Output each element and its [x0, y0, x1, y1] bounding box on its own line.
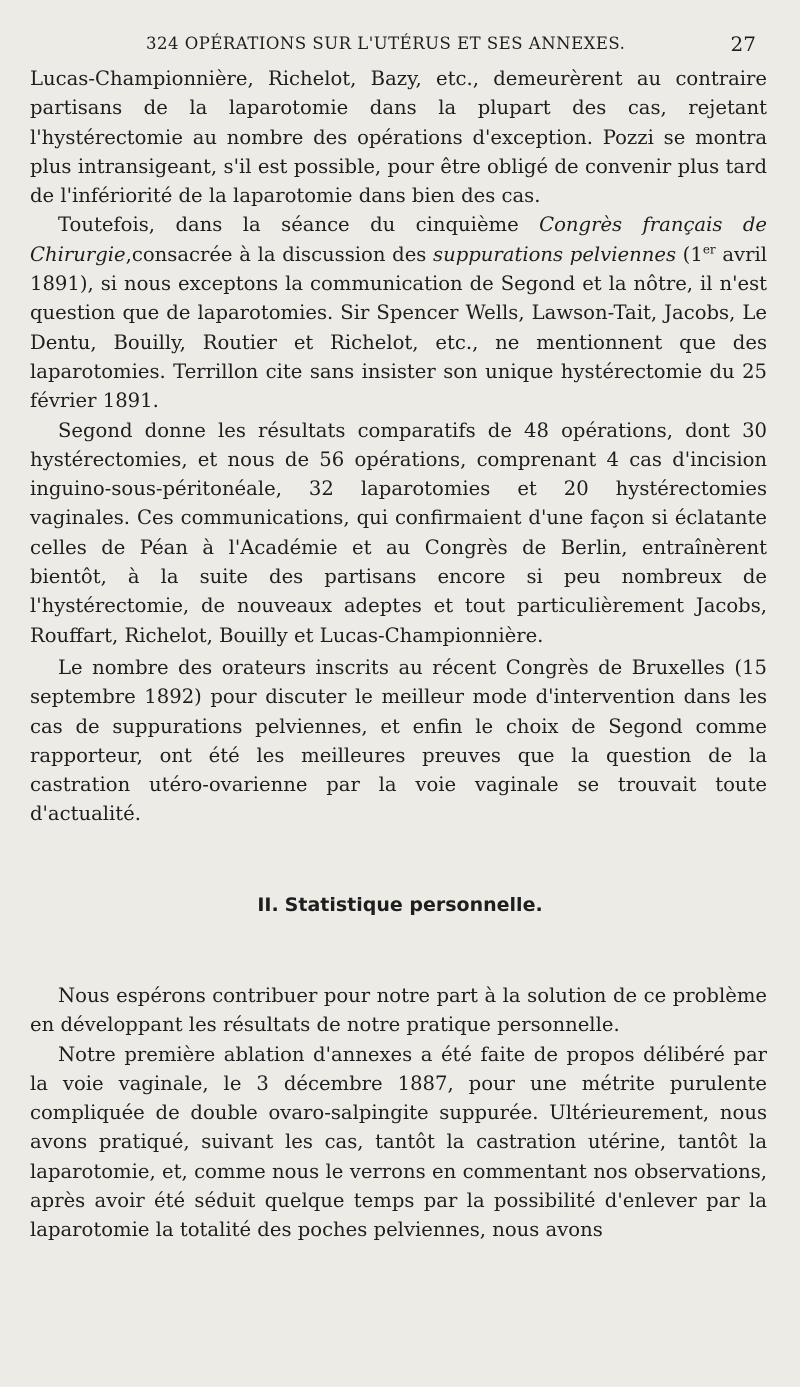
- text-block-1: [30, 64, 767, 650]
- section-number: II.: [257, 894, 279, 916]
- ordinal-superscript: er: [702, 242, 716, 257]
- section-title: Statistique personnelle.: [284, 894, 543, 916]
- suppurations-title: suppurations pelviennes: [433, 242, 676, 266]
- paragraph-3: Segond donne les résultats comparatifs de 48 opérations, dont 30 hystérectomies, et nous de 56 opérations, comprenant 4 cas d'incision inguino-sous-péritonéale, 32 laparotomies et 20 hystérectomies vaginales. Ces communications, qui confirmaient d'une façon si éclatante celles de Péan à l'Académie et au Congrès de Berlin, entraînèrent bientôt, à la suite des partisans encore si peu nombreux de l'hystérectomie, de nouveaux adeptes et tout particulièrement Jacobs, Rouffart, Richelot, Bouilly et Lucas-Championnière.: [30, 418, 767, 647]
- running-title: 324 OPÉRATIONS SUR L'UTÉRUS ET SES ANNEXES.: [146, 34, 626, 53]
- running-header: [30, 32, 756, 58]
- text-block-2: [30, 653, 767, 829]
- text-block-3: [30, 981, 767, 1245]
- paragraph-2-part-a: Toutefois, dans la séance du cinquième: [58, 213, 540, 237]
- paragraph-6: Notre première ablation d'annexes a été faite de propos délibéré par la voie vaginale, le 3 décembre 1887, pour une métrite purulente compliquée de double ovaro-salpingite suppurée. Ultérieurement, nous avons pratiqué, suivant les cas, tantôt la castration utérine, tantôt la laparotomie, et, comme nous le verrons en commentant nos observations, après avoir été séduit quelque temps par la possibilité d'enlever par la laparotomie la totalité des poches pelviennes, nous avons: [30, 1042, 767, 1242]
- paragraph-1: Lucas-Championnière, Richelot, Bazy, etc., demeurèrent au contraire partisans de la laparotomie dans la plupart des cas, rejetant l'hystérectomie au nombre des opérations d'exception. Pozzi se montra plus intransigeant, s'il est possible, pour être obligé de convenir plus tard de l'infériorité de la laparotomie dans bien des cas.: [30, 67, 767, 208]
- paragraph-4: Le nombre des orateurs inscrits au récent Congrès de Bruxelles (15 septembre 1892) pour discuter le meilleur mode d'intervention dans les cas de suppurations pelviennes, et enfin le choix de Segond comme rapporteur, ont été les meilleures preuves que la question de la castration utéro-ovarienne par la voie vaginale se trouvait toute d'actualité.: [30, 656, 767, 826]
- paragraph-2-part-b: ,consacrée à la discussion des: [125, 242, 434, 266]
- section-heading: [0, 894, 800, 916]
- paragraph-2-part-c: (1: [676, 242, 703, 266]
- congres-title: Congrès français de Chirurgie: [30, 213, 767, 266]
- paragraph-5: Nous espérons contribuer pour notre part à la solution de ce problème en développant les résultats de notre pratique personnelle.: [30, 984, 767, 1037]
- paragraph-2: [30, 210, 767, 415]
- paragraph-2-part-d: avril 1891), si nous exceptons la communication de Segond et la nôtre, il n'est question que de laparotomies. Sir Spencer Wells, Lawson-Tait, Jacobs, Le Dentu, Bouilly, Routier et Richelot, etc., ne mentionnent que des laparotomies. Terrillon cite sans insister son unique hystérectomie du 25 février 1891.: [30, 242, 767, 413]
- page-number: 27: [730, 32, 756, 56]
